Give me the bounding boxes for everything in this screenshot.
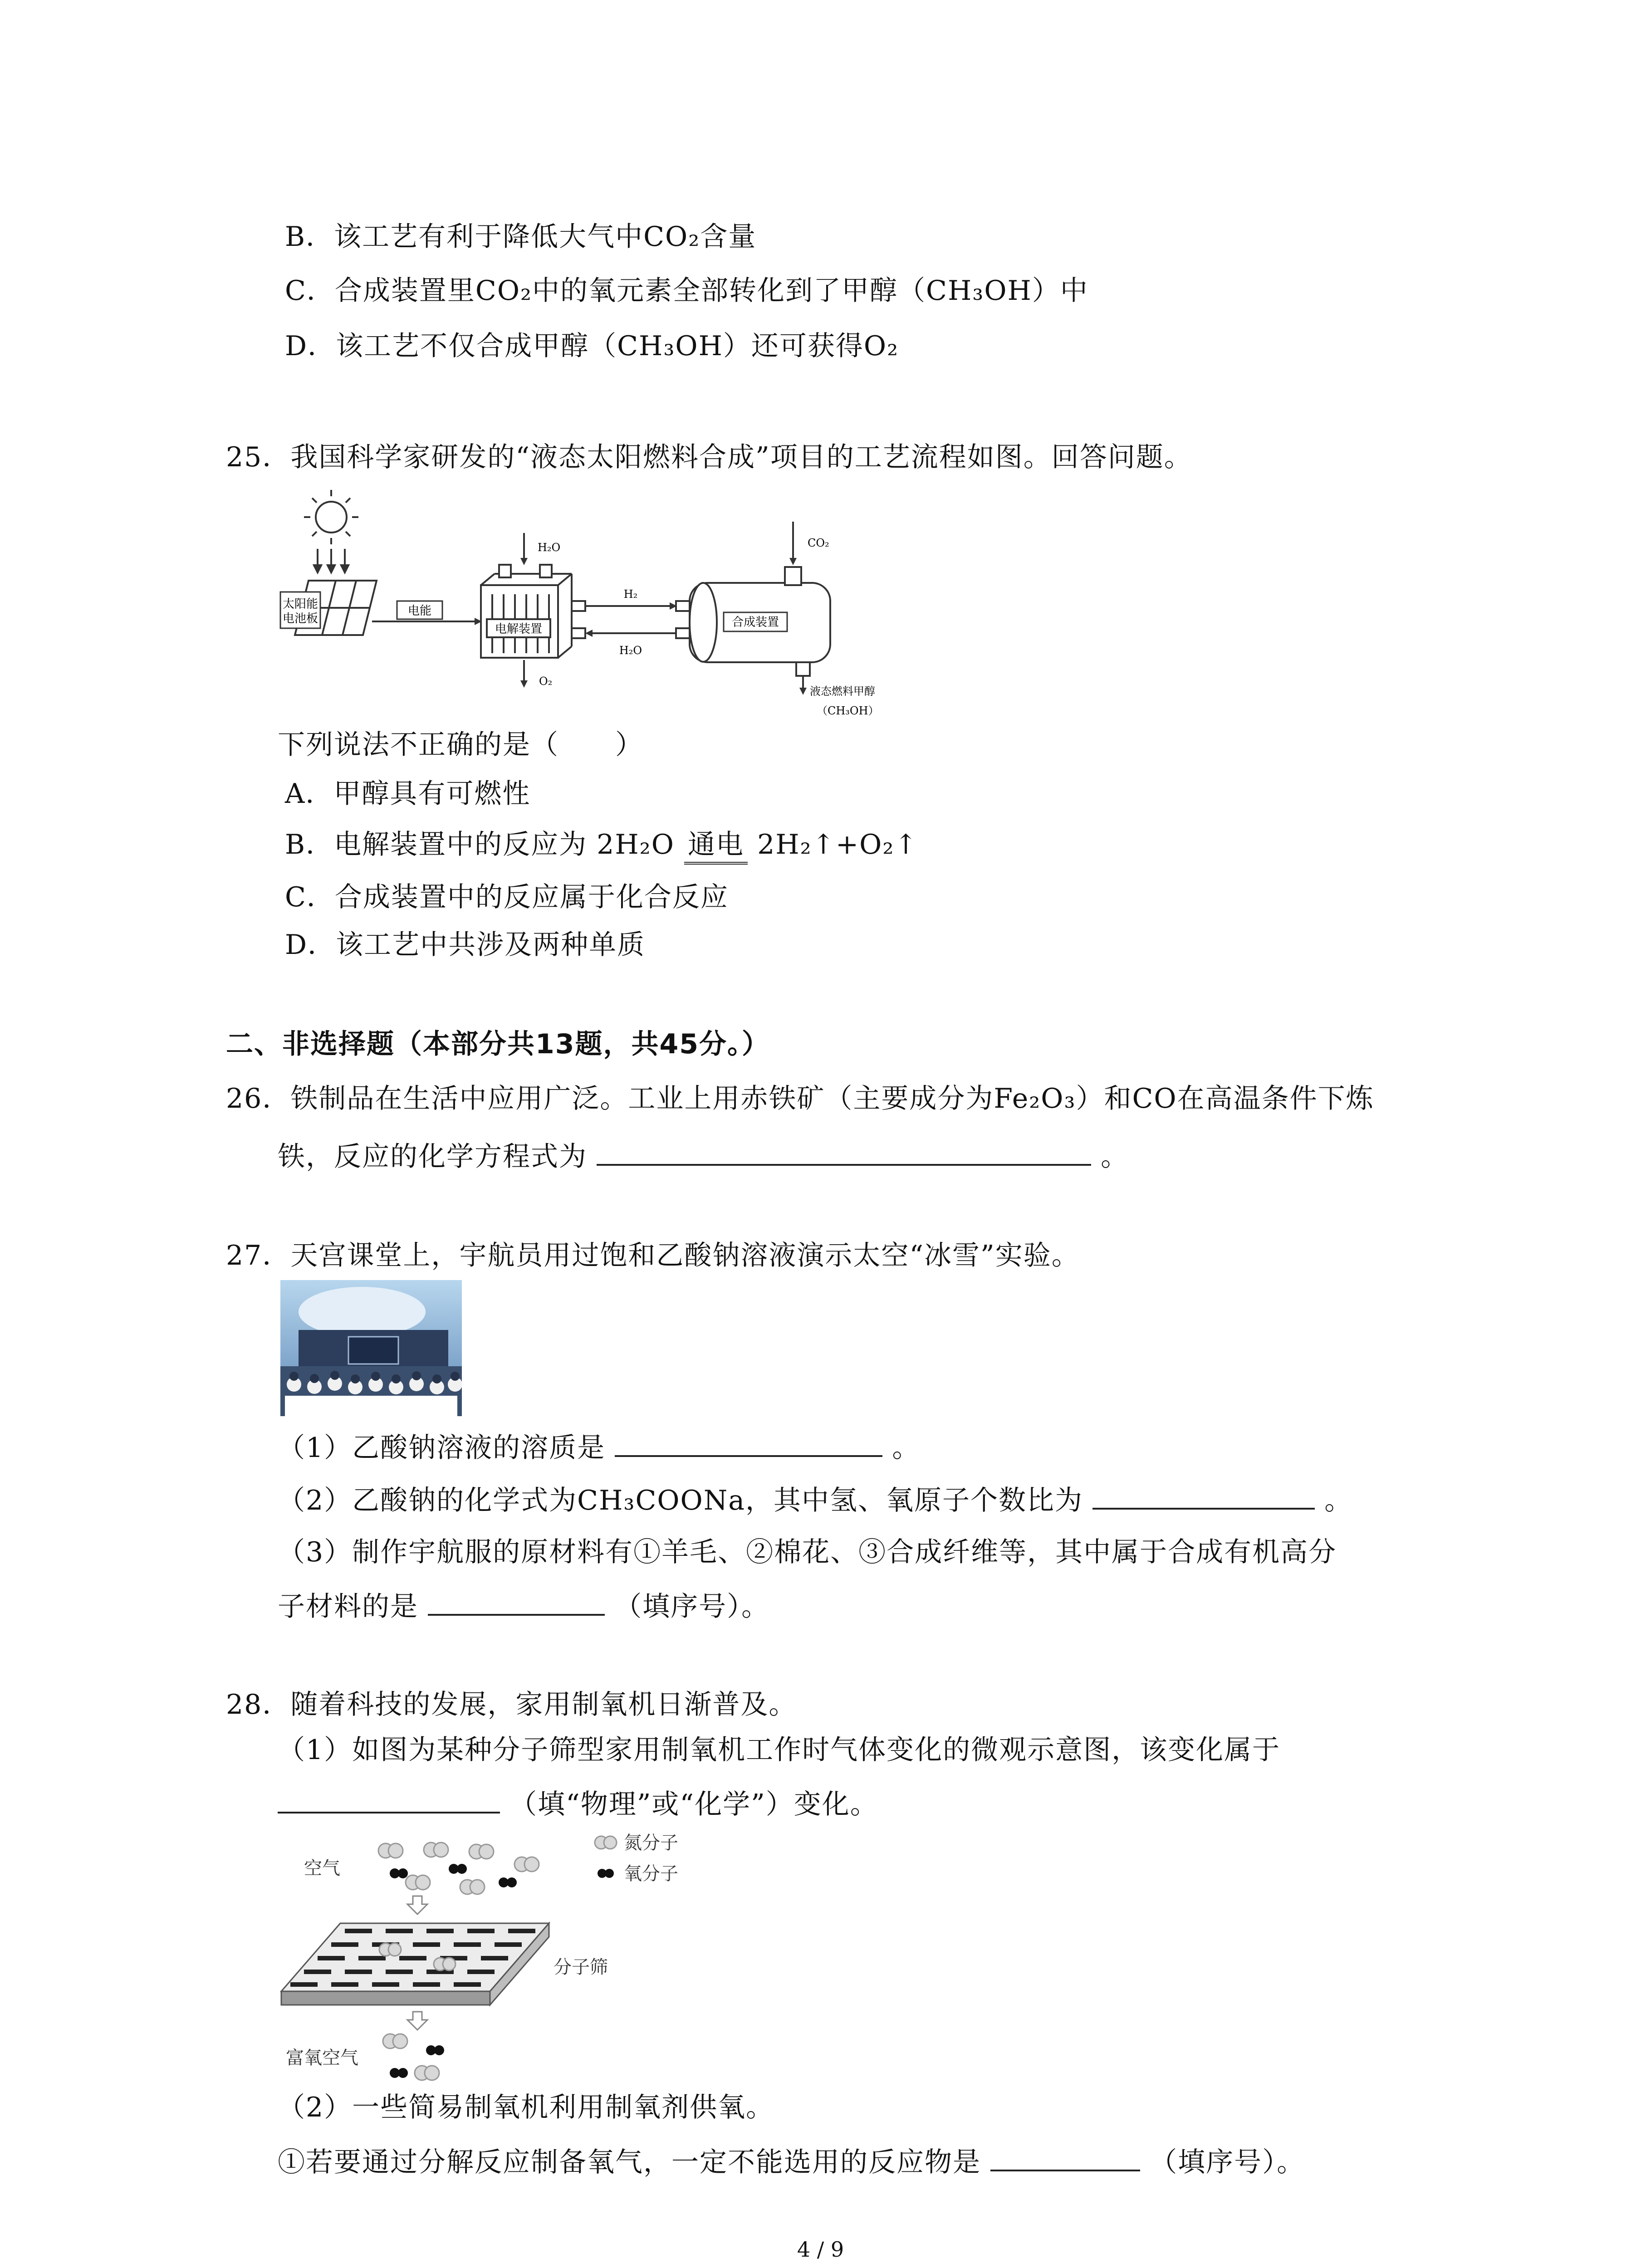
q25-process-figure xyxy=(277,485,939,730)
q27-sub-1-text: （1）乙酸钠溶液的溶质是 xyxy=(278,1432,606,1464)
q27-sub-3-text: 子材料的是 xyxy=(278,1591,418,1623)
q25-option-c: C．合成装置中的反应属于化合反应 xyxy=(285,881,729,913)
q28-sub-2-1-text: ①若要通过分解反应制备氧气，一定不能选用的反应物是 xyxy=(278,2146,981,2178)
oxygen-legend-icon xyxy=(598,1869,614,1878)
q25-stem: 25．我国科学家研发的“液态太阳燃料合成”项目的工艺流程如图。回答问题。 xyxy=(226,441,1192,473)
q25-option-b-condition: 通电 xyxy=(684,827,748,865)
q27-sub-2-text: （2）乙酸钠的化学式为CH₃COONa，其中氢、氧原子个数比为 xyxy=(278,1485,1083,1516)
electricity-label: 电能 xyxy=(407,604,432,618)
co2-in-label: CO₂ xyxy=(808,537,829,549)
h2o-in-label: H₂O xyxy=(538,541,561,554)
molecular-sieve-diagram xyxy=(277,1828,730,2091)
q26-line-2 xyxy=(278,1138,1129,1174)
process-flow-diagram xyxy=(277,485,939,730)
q25-option-b xyxy=(285,827,918,865)
q27-photo xyxy=(280,1280,462,1416)
q28-sub-1-line-2 xyxy=(278,1785,878,1822)
methanol-label: 液态燃料甲醇 xyxy=(810,685,875,698)
q27-sub-3-line-1: （3）制作宇航服的原材料有①羊毛、②棉花、③合成纤维等，其中属于合成有机高分 xyxy=(278,1536,1337,1568)
page-number: 4 / 9 xyxy=(797,2237,844,2262)
q26-answer-blank[interactable] xyxy=(597,1138,1091,1166)
q27-sub-2-blank[interactable] xyxy=(1092,1481,1315,1510)
q25-option-b-prefix: B．电解装置中的反应为 xyxy=(285,829,588,860)
q27-sub-3-end: （填序号）。 xyxy=(614,1591,770,1623)
electrolysis-label: 电解装置 xyxy=(495,622,543,636)
electrolysis-device xyxy=(481,565,572,658)
q27-sub-3-line-2 xyxy=(278,1588,769,1624)
rich-air-label: 富氧空气 xyxy=(286,2048,358,2068)
q25-option-d: D．该工艺中共涉及两种单质 xyxy=(285,929,646,961)
q27-sub-3-blank[interactable] xyxy=(428,1588,605,1616)
q28-sub-2-1-blank[interactable] xyxy=(990,2143,1140,2171)
q28-sub-1-text: （填“物理”或“化学”）变化。 xyxy=(509,1789,878,1820)
flow-arrow-down-icon-2 xyxy=(407,2012,427,2030)
tiangong-classroom-image xyxy=(280,1280,462,1416)
q26-line-1: 26．铁制品在生活中应用广泛。工业上用赤铁矿（主要成分为Fe₂O₃）和CO在高温条件下炼 xyxy=(226,1083,1374,1114)
sun-icon xyxy=(304,490,358,544)
q27-stem: 27．天宫课堂上，宇航员用过饱和乙酸钠溶液演示太空“冰雪”实验。 xyxy=(226,1240,1080,1271)
q25-question: 下列说法不正确的是（ ） xyxy=(278,729,643,761)
q28-sub-2-1-end: （填序号）。 xyxy=(1150,2146,1305,2178)
q28-molecular-sieve-figure xyxy=(277,1828,730,2091)
q26-line-2-end: 。 xyxy=(1101,1141,1129,1173)
molecular-sieve-slab xyxy=(281,1923,549,2005)
oxygen-label: 氧分子 xyxy=(624,1863,678,1884)
q28-sub-1-blank[interactable] xyxy=(278,1785,500,1813)
q24-option-d: D．该工艺不仅合成甲醇（CH₃OH）还可获得O₂ xyxy=(285,330,899,362)
solar-panel-label-2: 电池板 xyxy=(282,612,318,626)
air-label: 空气 xyxy=(304,1858,340,1879)
q25-option-a: A．甲醇具有可燃性 xyxy=(285,778,531,810)
q26-line-2-text: 铁，反应的化学方程式为 xyxy=(278,1141,587,1173)
q27-sub-1-blank[interactable] xyxy=(615,1429,882,1457)
q28-sub-2: （2）一些简易制氧机利用制氧剂供氧。 xyxy=(278,2092,774,2123)
section-2-heading: 二、非选择题（本部分共13题，共45分。） xyxy=(226,1028,770,1060)
q28-stem: 28．随着科技的发展，家用制氧机日渐普及。 xyxy=(226,1689,797,1721)
q27-sub-2-end: 。 xyxy=(1324,1485,1353,1516)
o2-out-label: O₂ xyxy=(539,675,553,688)
h2o-back-label: H₂O xyxy=(619,644,642,657)
q24-option-b: B．该工艺有利于降低大气中CO₂含量 xyxy=(285,221,757,253)
q28-sub-1-line-1: （1）如图为某种分子筛型家用制氧机工作时气体变化的微观示意图，该变化属于 xyxy=(278,1734,1281,1766)
q24-option-c: C．合成装置里CO₂中的氧元素全部转化到了甲醇（CH₃OH）中 xyxy=(285,275,1088,307)
nitrogen-legend-icon xyxy=(595,1836,617,1849)
nitrogen-label: 氮分子 xyxy=(624,1833,678,1853)
solar-panel-label-1: 太阳能 xyxy=(282,597,318,611)
h2-label: H₂ xyxy=(623,588,638,601)
q27-sub-2 xyxy=(278,1481,1352,1518)
synthesis-label: 合成装置 xyxy=(731,616,779,629)
q25-option-b-eq-right: 2H₂↑+O₂↑ xyxy=(757,829,918,860)
q27-sub-1 xyxy=(278,1429,920,1465)
q25-option-b-eq-left: 2H₂O xyxy=(597,829,675,860)
flow-arrow-down-icon xyxy=(407,1896,427,1914)
sieve-label: 分子筛 xyxy=(554,1957,608,1978)
methanol-formula-label: （CH₃OH） xyxy=(817,704,879,717)
sunlight-arrows xyxy=(314,549,348,572)
q27-sub-1-end: 。 xyxy=(892,1432,921,1464)
q28-sub-2-1 xyxy=(278,2143,1305,2180)
